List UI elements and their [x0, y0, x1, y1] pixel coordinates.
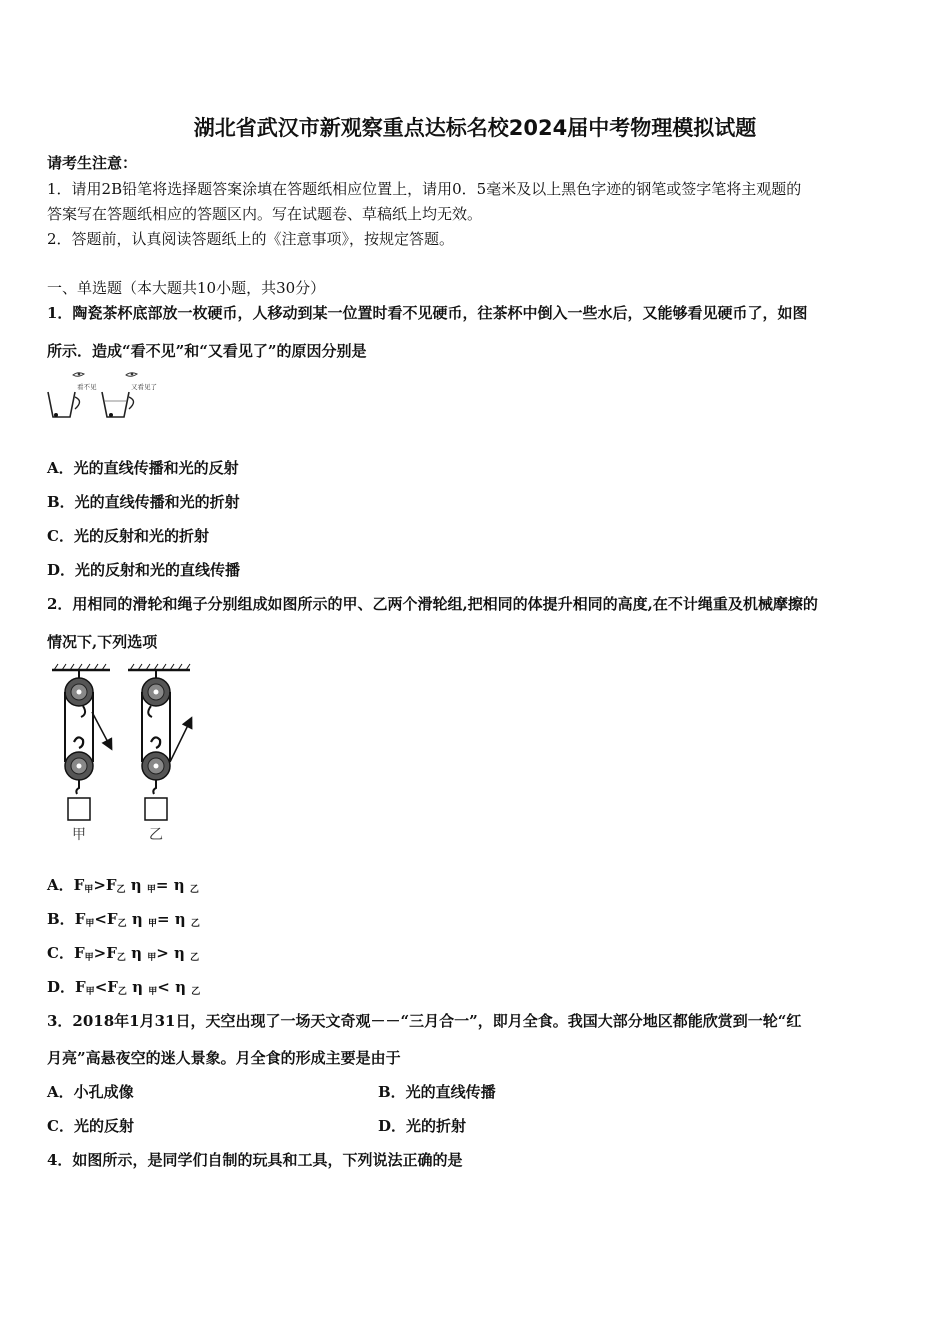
q2-stem-line-2: 情况下,下列选项	[47, 633, 158, 651]
cup-left	[48, 392, 75, 417]
q1-option-c[interactable]: C．光的反射和光的折射	[47, 527, 209, 545]
fig-label-cannot-see: 看不见	[77, 383, 97, 391]
q2-option-c[interactable]: C．$F_甲>F_乙$ η $_甲$> η $_乙$	[47, 944, 200, 963]
coin-right	[109, 413, 113, 417]
cup-right	[102, 392, 129, 417]
eye-icon-right	[126, 373, 137, 377]
q1-option-d[interactable]: D．光的反射和光的直线传播	[47, 561, 241, 579]
pulley-system-jia	[52, 664, 111, 843]
q2-pulley-figure	[48, 662, 208, 844]
q1-cup-figure	[40, 368, 180, 426]
notice-line-1: 1．请用2B铅笔将选择题答案涂填在答题纸相应位置上，请用0．5毫米及以上黑色字迹的钢笔或签字笔将主观题的	[47, 180, 802, 198]
q1-option-b[interactable]: B．光的直线传播和光的折射	[47, 493, 240, 511]
q3-option-d[interactable]: D．光的折射	[378, 1117, 467, 1135]
q1-stem-line-1: 1．陶瓷茶杯底部放一枚硬币，人移动到某一位置时看不见硬币，往茶杯中倒入一些水后，又能够看见硬币了，如图	[47, 304, 808, 322]
notice-line-2: 答案写在答题纸相应的答题区内。写在试题卷、草稿纸上均无效。	[47, 205, 483, 223]
q1-option-a[interactable]: A．光的直线传播和光的反射	[47, 459, 239, 477]
q3-option-c[interactable]: C．光的反射	[47, 1117, 134, 1135]
pulley-system-yi	[128, 664, 191, 843]
q2-option-d[interactable]: D．$F_甲<F_乙$ η $_甲$< η $_乙$	[47, 978, 201, 997]
q3-option-b[interactable]: B．光的直线传播	[378, 1083, 496, 1101]
section-heading: 一、单选题（本大题共10小题，共30分）	[47, 279, 326, 297]
fig-label-see-again: 又看见了	[131, 383, 157, 391]
q2-option-a[interactable]: A．$F_甲>F_乙$ η $_甲$= η $_乙$	[47, 876, 199, 895]
notice-heading: 请考生注意：	[47, 154, 138, 172]
q2-stem-line-1: 2．用相同的滑轮和绳子分别组成如图所示的甲、乙两个滑轮组,把相同的体提升相同的高度,在不计绳重及机械摩擦的	[47, 595, 818, 613]
q3-option-a[interactable]: A．小孔成像	[47, 1083, 134, 1101]
notice-line-3: 2．答题前，认真阅读答题纸上的《注意事项》，按规定答题。	[47, 230, 455, 248]
q3-stem-line-1: 3．2018年1月31日，天空出现了一场天文奇观－－“三月合一”，即月全食。我国大部分地区都能欣赏到一轮“红	[47, 1012, 802, 1030]
q4-stem-line-1: 4．如图所示，是同学们自制的玩具和工具，下列说法正确的是	[47, 1151, 463, 1169]
fig-label-yi: 乙	[149, 827, 163, 843]
q2-option-b[interactable]: B．$F_甲<F_乙$ η $_甲$= η $_乙$	[47, 910, 200, 929]
q3-stem-line-2: 月亮”高悬夜空的迷人景象。月全食的形成主要是由于	[47, 1049, 401, 1067]
coin-left	[54, 413, 58, 417]
eye-icon-left	[73, 373, 84, 377]
fig-label-jia: 甲	[72, 827, 86, 843]
q1-stem-line-2: 所示．造成“看不见”和“又看见了”的原因分别是	[47, 342, 367, 360]
page-title: 湖北省武汉市新观察重点达标名校2024届中考物理模拟试题	[193, 116, 757, 140]
